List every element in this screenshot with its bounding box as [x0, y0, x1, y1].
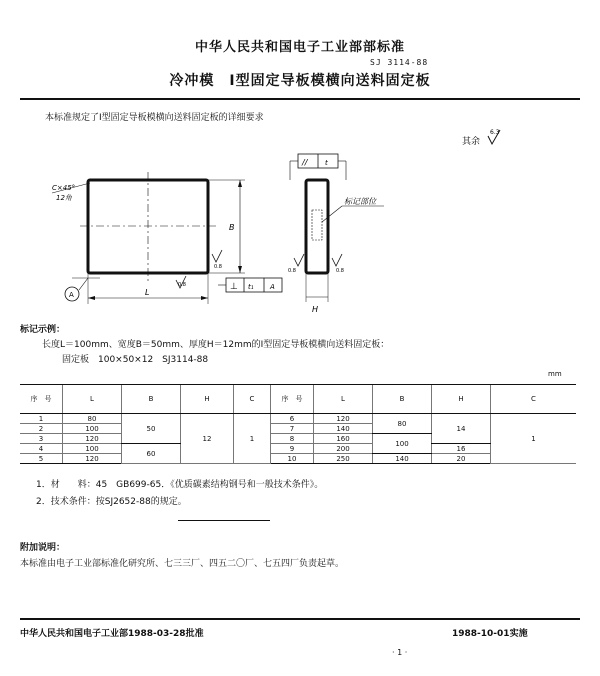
- col-header: 序 号: [271, 385, 314, 414]
- cell: 60: [122, 444, 181, 464]
- note-material: 1．材 料：45 GB699-65．《优质碳素结构钢号和一般技术条件》。: [36, 480, 324, 490]
- table-header-row: [20, 385, 576, 414]
- marking-line-2: 固定板 100×50×12 SJ3114-88: [62, 355, 209, 365]
- roughness-symbol-a: [212, 250, 222, 270]
- notes-end-rule: [178, 520, 270, 521]
- svg-text:0.8: 0.8: [288, 268, 296, 274]
- technical-drawing: [0, 122, 600, 322]
- tolerance-frame-perpendicular: [218, 278, 282, 292]
- marking-area: [312, 210, 322, 240]
- cell: 100: [63, 444, 122, 454]
- marking-heading: 标记示例：: [20, 325, 66, 335]
- cell: 9: [271, 444, 314, 454]
- roughness-symbol-b: [176, 276, 186, 288]
- scope-text: 本标准规定了Ⅰ型固定导板模横向送料固定板的详细要求: [45, 113, 264, 123]
- roughness-symbol-d: [332, 254, 344, 274]
- cell: 20: [432, 454, 491, 464]
- implementation-date: 1988-10-01实施: [452, 629, 528, 639]
- cell: 160: [314, 434, 373, 444]
- col-header: H: [181, 385, 234, 414]
- cell: 1: [234, 414, 271, 464]
- document-title: 冷冲模 Ⅰ型固定导板模横向送料固定板: [169, 73, 431, 89]
- cell: 250: [314, 454, 373, 464]
- svg-text:A: A: [270, 283, 275, 291]
- cell: 100: [63, 424, 122, 434]
- chamfer-sub-label: 12角: [56, 194, 72, 202]
- svg-text:6.3: 6.3: [490, 129, 500, 136]
- col-header: H: [432, 385, 491, 414]
- org-standard-title: 中华人民共和国电子工业部部标准: [194, 40, 405, 55]
- table-row: [20, 414, 576, 424]
- dim-b-label: B: [229, 223, 235, 232]
- svg-text:t: t: [325, 159, 328, 167]
- svg-text:⊥: ⊥: [230, 282, 238, 292]
- stamp-note: 标记部位: [344, 197, 376, 206]
- appendix-text: 本标准由电子工业部标准化研究所、七三三厂、四五二〇厂、七五四厂负责起草。: [20, 559, 345, 569]
- svg-text://: //: [302, 158, 308, 167]
- cell: 8: [271, 434, 314, 444]
- tolerance-frame-parallel: [290, 154, 346, 180]
- col-header: 序 号: [20, 385, 63, 414]
- cell: 140: [314, 424, 373, 434]
- col-header: B: [122, 385, 181, 414]
- col-header: C: [491, 385, 577, 414]
- chamfer-label: C×45°: [52, 184, 76, 192]
- cell: 7: [271, 424, 314, 434]
- col-header: L: [63, 385, 122, 414]
- col-header: L: [314, 385, 373, 414]
- cell: 10: [271, 454, 314, 464]
- svg-text:0.8: 0.8: [214, 264, 222, 270]
- cell: 6: [271, 414, 314, 424]
- svg-text:0.8: 0.8: [336, 268, 344, 274]
- cell: 2: [20, 424, 63, 434]
- cell: 120: [63, 434, 122, 444]
- approval-line: 中华人民共和国电子工业部1988-03-28批准: [20, 629, 204, 639]
- roughness-symbol-top: [488, 129, 500, 144]
- appendix-heading: 附加说明：: [20, 543, 66, 553]
- cell: 1: [491, 414, 577, 464]
- cell: 14: [432, 414, 491, 444]
- cell: 80: [373, 414, 432, 434]
- table-unit: mm: [548, 370, 562, 378]
- cell: 80: [63, 414, 122, 424]
- page-number: · 1 ·: [392, 648, 408, 657]
- cell: 120: [314, 414, 373, 424]
- cell: 12: [181, 414, 234, 464]
- note-technical: 2．技术条件：按SJ2652-88的规定。: [36, 497, 187, 507]
- dim-h-label: H: [312, 305, 319, 314]
- cell: 5: [20, 454, 63, 464]
- cell: 1: [20, 414, 63, 424]
- header-divider: [20, 98, 580, 100]
- cell: 50: [122, 414, 181, 444]
- cell: 3: [20, 434, 63, 444]
- cell: 120: [63, 454, 122, 464]
- dimensions-table: [20, 384, 576, 464]
- footer-divider: [20, 618, 580, 620]
- surface-note: 其余: [462, 137, 481, 147]
- cell: 16: [432, 444, 491, 454]
- svg-text:t₁: t₁: [248, 283, 254, 291]
- standard-number: SJ 3114-88: [370, 58, 429, 67]
- cell: 140: [373, 454, 432, 464]
- svg-text:0.8: 0.8: [178, 282, 186, 288]
- cell: 4: [20, 444, 63, 454]
- marking-line-1: 长度L＝100mm、宽度B＝50mm、厚度H＝12mm的Ⅰ型固定导板模横向送料固定板：: [42, 340, 390, 350]
- datum-a-label: A: [69, 291, 74, 299]
- col-header: B: [373, 385, 432, 414]
- col-header: C: [234, 385, 271, 414]
- cell: 200: [314, 444, 373, 454]
- dim-l-label: L: [145, 288, 150, 297]
- roughness-symbol-c: [288, 254, 304, 274]
- cell: 100: [373, 434, 432, 454]
- plate-side-view: [306, 180, 328, 273]
